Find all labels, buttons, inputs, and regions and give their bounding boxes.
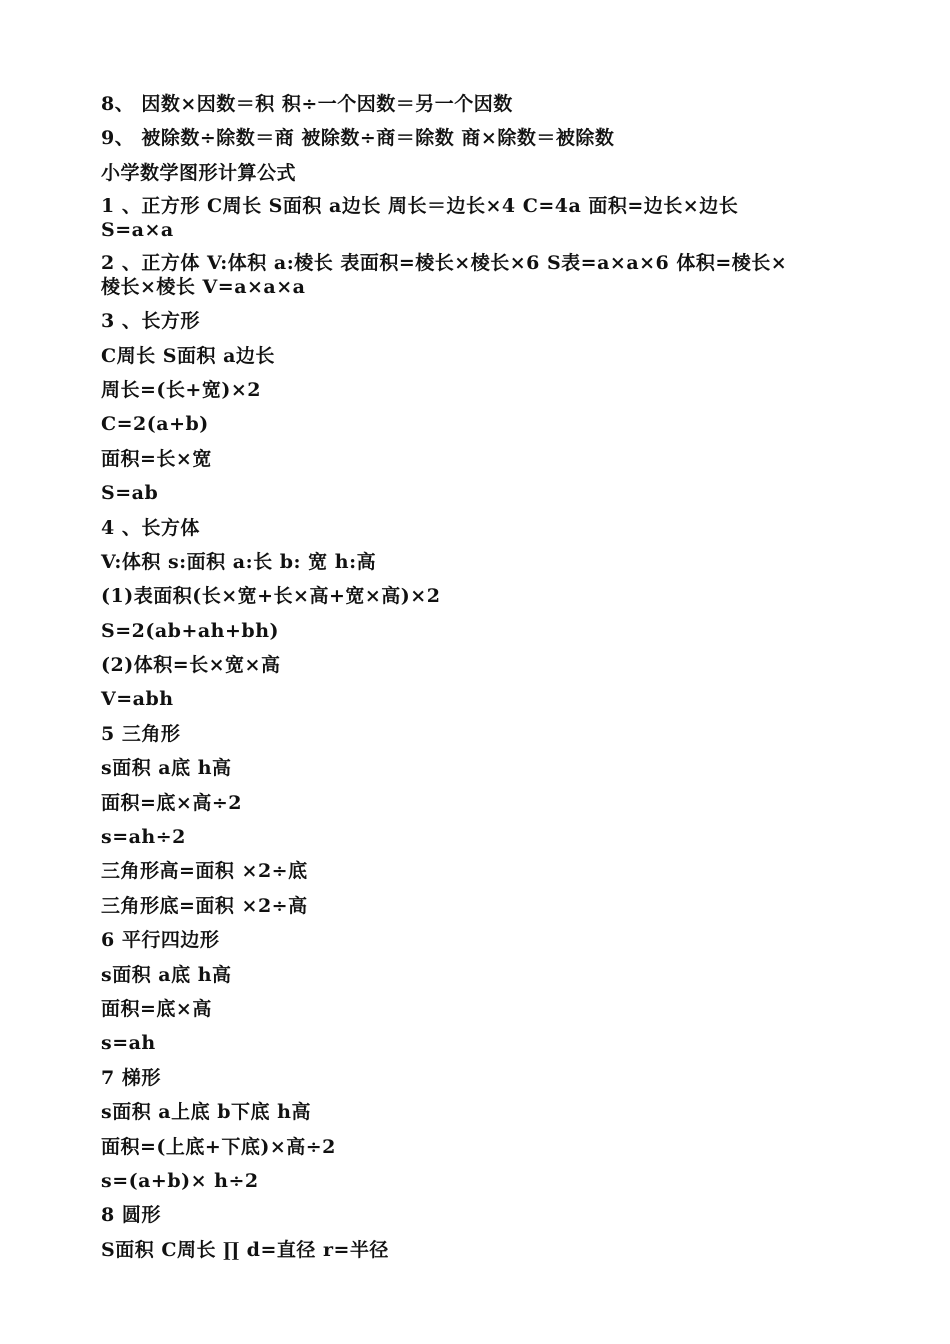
rectangle-area: 面积=长×宽 [101, 447, 212, 470]
rectangle-perimeter-formula: C=2(a+b) [101, 413, 209, 436]
cuboid-volume: (2)体积=长×宽×高 [101, 654, 281, 677]
parallelogram-area: 面积=底×高 [101, 997, 212, 1020]
formula-line-square-part2: S=a×a [101, 219, 174, 242]
trapezoid-area-formula: s=(a+b)× h÷2 [101, 1169, 259, 1192]
formula-line-cube-part2: 棱长×棱长 V=a×a×a [101, 276, 306, 299]
parallelogram-symbols: s面积 a底 h高 [101, 963, 232, 986]
cuboid-surface-formula: S=2(ab+ah+bh) [101, 619, 280, 642]
heading-cuboid: 4 、长方体 [101, 516, 200, 539]
formula-line-factor: 8、 因数×因数＝积 积÷一个因数＝另一个因数 [101, 93, 513, 115]
formula-text-body [101, 91, 881, 1271]
section-heading-geometry: 小学数学图形计算公式 [101, 161, 297, 184]
cuboid-symbols: V:体积 s:面积 a:长 b: 宽 h:高 [101, 550, 377, 573]
heading-circle: 8 圆形 [101, 1204, 161, 1227]
trapezoid-area: 面积=(上底+下底)×高÷2 [101, 1135, 336, 1158]
heading-trapezoid: 7 梯形 [101, 1066, 161, 1089]
rectangle-perimeter: 周长=(长+宽)×2 [101, 378, 261, 401]
cuboid-volume-formula: V=abh [101, 688, 174, 711]
formula-line-square-part1: 1 、正方形 C周长 S面积 a边长 周长＝边长×4 C=4a 面积=边长×边长 [101, 195, 739, 218]
rectangle-area-formula: S=ab [101, 482, 159, 505]
cuboid-surface-area: (1)表面积(长×宽+长×高+宽×高)×2 [101, 585, 441, 608]
triangle-height: 三角形高=面积 ×2÷底 [101, 860, 308, 883]
triangle-base: 三角形底=面积 ×2÷高 [101, 894, 308, 917]
heading-rectangle: 3 、长方形 [101, 310, 200, 333]
formula-line-cube-part1: 2 、正方体 V:体积 a:棱长 表面积=棱长×棱长×6 S表=a×a×6 体积=棱长× [101, 252, 788, 275]
heading-parallelogram: 6 平行四边形 [101, 929, 220, 952]
triangle-area-formula: s=ah÷2 [101, 826, 186, 849]
triangle-symbols: s面积 a底 h高 [101, 757, 232, 780]
heading-triangle: 5 三角形 [101, 722, 181, 745]
triangle-area: 面积=底×高÷2 [101, 791, 242, 814]
trapezoid-symbols: s面积 a上底 b下底 h高 [101, 1101, 311, 1124]
formula-line-division: 9、 被除数÷除数＝商 被除数÷商＝除数 商×除数＝被除数 [101, 127, 615, 150]
parallelogram-area-formula: s=ah [101, 1032, 156, 1055]
formula-line-square [101, 194, 881, 242]
rectangle-symbols: C周长 S面积 a边长 [101, 344, 275, 367]
formula-line-cube [101, 251, 881, 299]
circle-symbols: S面积 C周长 ∏ d=直径 r=半径 [101, 1238, 389, 1261]
